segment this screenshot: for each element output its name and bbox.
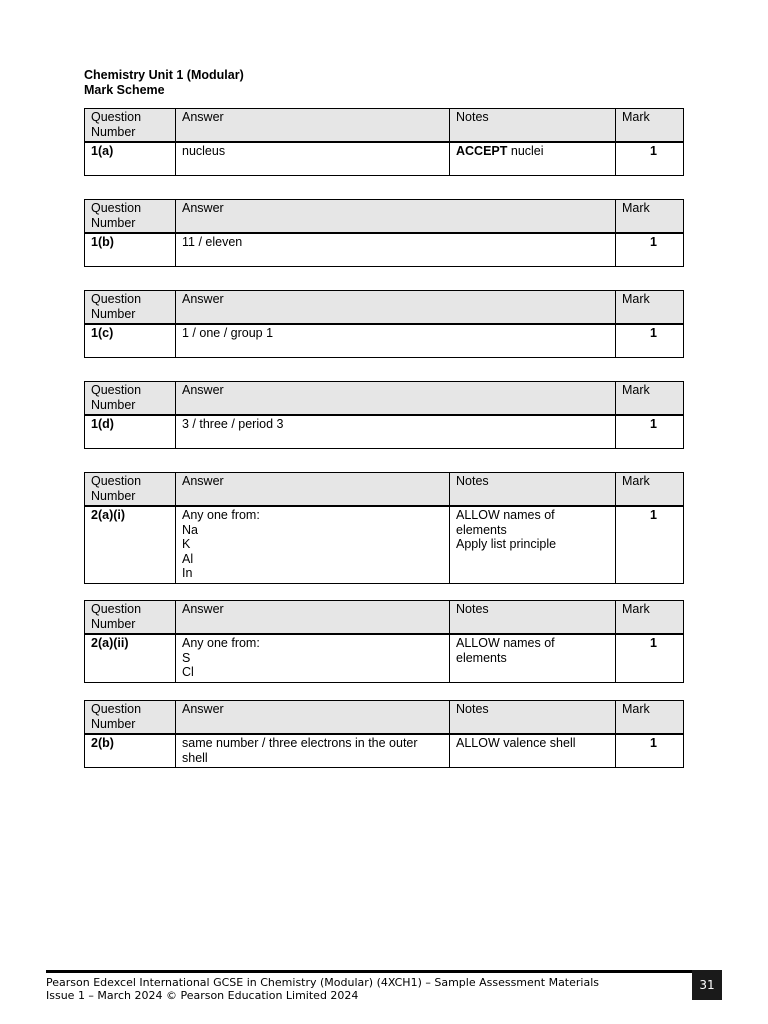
mark-cell: 1	[616, 415, 684, 448]
table-header-row	[85, 109, 684, 143]
mark-cell: 1	[616, 506, 684, 583]
answer-cell: Any one from: S Cl	[176, 634, 450, 682]
answer-header: Answer	[176, 200, 616, 234]
document-subtitle: Mark Scheme	[84, 83, 165, 97]
table-row	[85, 233, 684, 266]
mark-table-2aii	[84, 600, 684, 683]
table-row	[85, 634, 684, 682]
question-number-header: Question Number	[85, 200, 176, 234]
answer-header: Answer	[176, 382, 616, 416]
mark-cell: 1	[616, 734, 684, 768]
document-header	[84, 68, 244, 98]
mark-header: Mark	[616, 200, 684, 234]
mark-header: Mark	[616, 701, 684, 735]
question-number-header: Question Number	[85, 473, 176, 507]
answer-header: Answer	[176, 109, 450, 143]
table-header-row	[85, 473, 684, 507]
table-row	[85, 415, 684, 448]
answer-header: Answer	[176, 291, 616, 325]
table-row	[85, 734, 684, 768]
answer-cell: 1 / one / group 1	[176, 324, 616, 357]
mark-header: Mark	[616, 109, 684, 143]
footer-line-2: Issue 1 – March 2024 © Pearson Education Limited 2024	[46, 989, 359, 1002]
answer-cell: same number / three electrons in the outer shell	[176, 734, 450, 768]
notes-cell: ALLOW names of elements Apply list principle	[450, 506, 616, 583]
question-number: 1(b)	[85, 233, 176, 266]
document-title: Chemistry Unit 1 (Modular)	[84, 68, 244, 82]
footer-divider	[46, 970, 692, 973]
answer-header: Answer	[176, 701, 450, 735]
mark-cell: 1	[616, 233, 684, 266]
mark-header: Mark	[616, 382, 684, 416]
notes-cell: ACCEPT nuclei	[450, 142, 616, 175]
answer-cell: 3 / three / period 3	[176, 415, 616, 448]
question-number-header: Question Number	[85, 701, 176, 735]
answer-cell: 11 / eleven	[176, 233, 616, 266]
mark-table-1b	[84, 199, 684, 267]
page-number: 31	[692, 970, 722, 1000]
mark-cell: 1	[616, 634, 684, 682]
notes-header: Notes	[450, 109, 616, 143]
question-number-header: Question Number	[85, 382, 176, 416]
table-row	[85, 324, 684, 357]
question-number-header: Question Number	[85, 291, 176, 325]
mark-table-2b	[84, 700, 684, 768]
mark-table-1a	[84, 108, 684, 176]
mark-table-2ai	[84, 472, 684, 584]
question-number: 2(b)	[85, 734, 176, 768]
accept-keyword: ACCEPT	[456, 144, 508, 158]
answer-header: Answer	[176, 601, 450, 635]
notes-header: Notes	[450, 701, 616, 735]
question-number-header: Question Number	[85, 601, 176, 635]
notes-cell: ALLOW valence shell	[450, 734, 616, 768]
mark-cell: 1	[616, 142, 684, 175]
mark-header: Mark	[616, 473, 684, 507]
page-footer	[46, 976, 599, 1002]
mark-cell: 1	[616, 324, 684, 357]
table-header-row	[85, 382, 684, 416]
table-header-row	[85, 200, 684, 234]
notes-header: Notes	[450, 601, 616, 635]
question-number: 1(c)	[85, 324, 176, 357]
question-number-header: Question Number	[85, 109, 176, 143]
notes-header: Notes	[450, 473, 616, 507]
mark-header: Mark	[616, 601, 684, 635]
question-number: 2(a)(i)	[85, 506, 176, 583]
question-number: 2(a)(ii)	[85, 634, 176, 682]
table-header-row	[85, 601, 684, 635]
question-number: 1(a)	[85, 142, 176, 175]
notes-cell: ALLOW names of elements	[450, 634, 616, 682]
mark-table-1d	[84, 381, 684, 449]
table-header-row	[85, 291, 684, 325]
answer-header: Answer	[176, 473, 450, 507]
table-row	[85, 506, 684, 583]
mark-table-1c	[84, 290, 684, 358]
footer-line-1: Pearson Edexcel International GCSE in Chemistry (Modular) (4XCH1) – Sample Assessment Materials	[46, 976, 599, 989]
question-number: 1(d)	[85, 415, 176, 448]
table-row	[85, 142, 684, 175]
mark-header: Mark	[616, 291, 684, 325]
answer-cell: nucleus	[176, 142, 450, 175]
table-header-row	[85, 701, 684, 735]
answer-cell: Any one from: Na K Al In	[176, 506, 450, 583]
